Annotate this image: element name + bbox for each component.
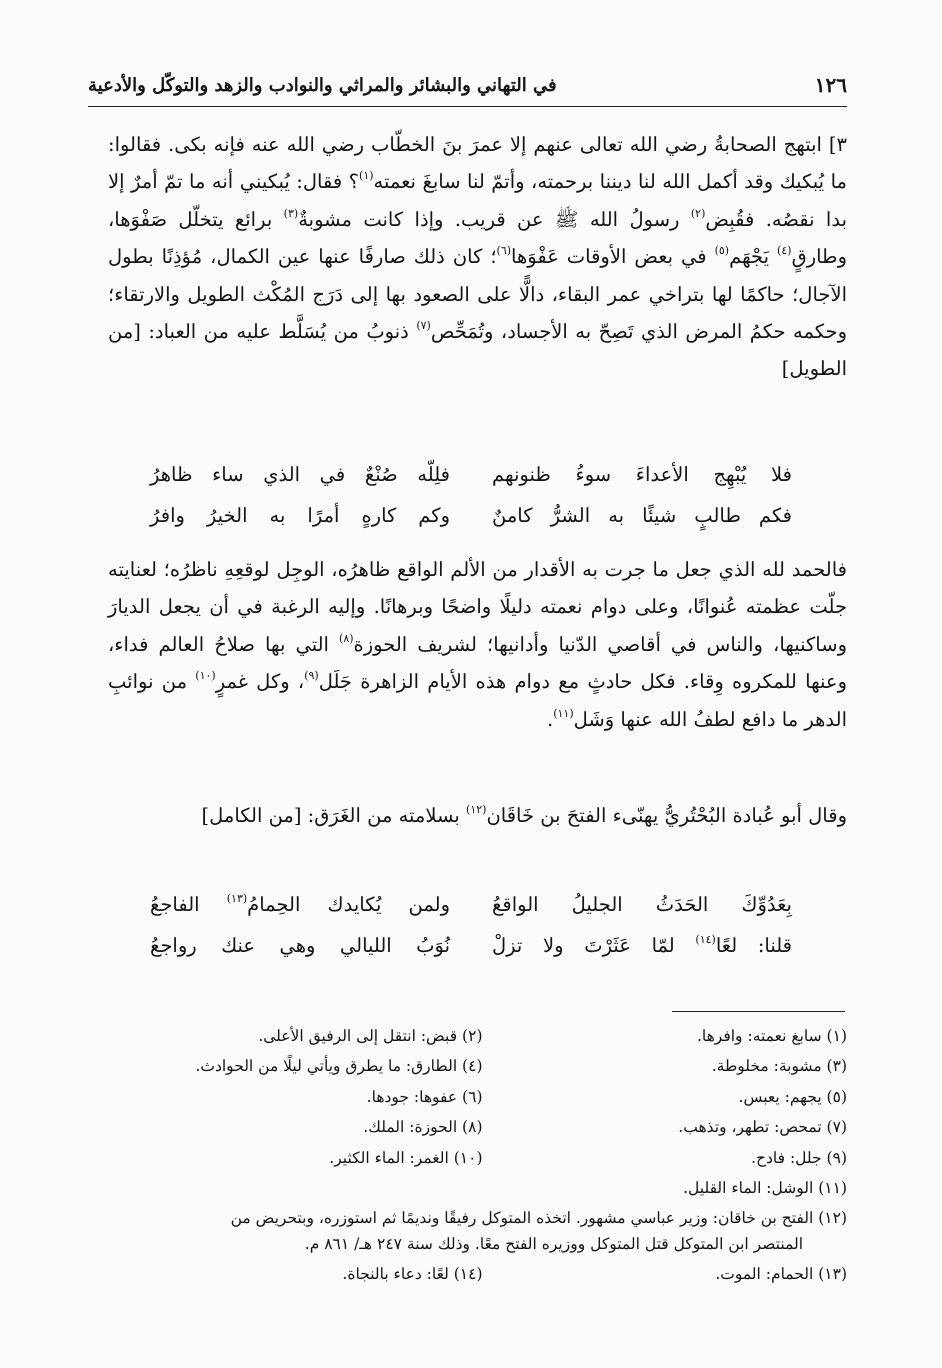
footnote-ref-7: (٧) <box>416 319 431 333</box>
verse-hemistich-left: ولمن يُكايدك الحِمامُ$^{(١٣)}$ الفاجعُ <box>150 892 451 916</box>
footnote-5: (٥) يجهم: يعبس. <box>738 1087 847 1106</box>
footnote-ref-3: (٣) <box>283 206 299 220</box>
verse-hemistich-left: فلِلّه صُنْعٌ في الذي ساء ظاهرُ <box>150 463 450 486</box>
footnote-ref-11: (١١) <box>553 706 574 720</box>
footnote-1: (١) سابغ نعمته: وافرها. <box>696 1027 847 1045</box>
footnote-rule <box>672 1011 845 1012</box>
verse-hemistich-right: قلنا: لعًا$^{(١٤)}$ لمّا عَثَرْتَ ولا تزلْ <box>492 933 792 957</box>
footnote-ref-5: (٥) <box>714 244 730 258</box>
footnote-ref-10: (١٠) <box>195 669 216 683</box>
footnote-ref-14: (١٤) <box>695 933 716 946</box>
verse-line <box>150 454 792 495</box>
footnote-ref-4: (٤) <box>777 244 792 258</box>
footnote-ref-1: (١) <box>359 169 374 183</box>
footnote-7: (٧) تمحص: تطهر، وتذهب. <box>678 1118 847 1137</box>
footnote-8: (٨) الحوزة: الملك. <box>363 1118 483 1137</box>
footnote-13: (١٣) الحمام: الموت. <box>715 1265 847 1284</box>
poem-1 <box>150 454 792 536</box>
paragraph-1: ٣] ابتهج الصحابةُ رضي الله تعالى عنهم إلا عمرَ بنَ الخطّاب رضي الله عنه فإنه بكى. فقالوا: ما يُبكيك وقد أكمل الله لنا ديننا برحمته، وأتمّ لنا سابغَ نعمته$^{(١)}$؟ فقال: يُبكيني أنه ما تمّ أمرٌ إلا بدا نقصُه. فقُبِض$^{(٢)}$ رسولُ الله ﷺ عن قريب. وإذا كانت مشوبةٌ$^{(٣)}$ برائع يتخلّل صَفْوَها، وطارقٍ$^{(٤)}$ يَجْهَم$^{(٥)}$ في بعض الأوقات عَفْوَها$^{(٦)}$؛ كان ذلك صارفًا عنها عين الكمال، مُؤذِنًا بطول الآجال؛ حاكمًا لها بتراخي عمر البقاء، دالًّا على الصعود بها إلى دَرَج المُكْث الطويل والارتقاء؛ وحكمه حكمُ المرض الذي تَصِحّ به الأجساد، وتُمَحِّص$^{(٧)}$ ذنوبُ من يُسَلَّط عليه من العباد: [من الطويل] <box>108 133 847 381</box>
verse-hemistich-right: بِعَدُوِّكَ الحَدَثُ الجليلُ الواقعُ <box>492 893 792 916</box>
footnote-ref-8: (٨) <box>339 631 354 645</box>
footnote-12: (١٢) الفتح بن خاقان: وزير عباسي مشهور. اتخذه المتوكل رفيقًا ونديمًا ثم استوزره، وبتحريض من المنتصر ابن المتوكل قتل المتوكل ووزيره الفتح معًا. وذلك سنة ٢٤٧ هـ/ ٨٦١ م. <box>230 1209 847 1254</box>
footnote-ref-2: (٢) <box>690 206 706 220</box>
footnote-2: (٢) قبض: انتقل إلى الرفيق الأعلى. <box>258 1027 483 1045</box>
footnote-3: (٣) مشوبة: مخلوطة. <box>711 1057 847 1076</box>
verse-line <box>150 884 792 925</box>
verse-hemistich-left: وكم كارهٍ أمرًا به الخيرُ وافرُ <box>150 504 450 527</box>
paragraph-2: فالحمد لله الذي جعل ما جرت به الأقدار من الألم الواقع ظاهرُه، الوجِل لوقعِهِ ناظرُه؛ لعنايته جلّت عظمته عُنوانًا، وعلى دوام نعمته دليلًا واضحًا وبرهانًا. وإليه الرغبة في أن يجعل الديارَ وساكنيها، والناس في أقاصي الدّنيا وأدانيها؛ لشريف الحوزة$^{(٨)}$ التي بها صلاحُ العالم فداء، وعنها للمكروه وِقاء. فكل حادثٍ مع دوام هذه الأيام الزاهرة جَلَل$^{(٩)}$، وكل غمرٍ$^{(١٠)}$ من نوائبِ الدهر ما دافع لطفُ الله عنها وَشَل$^{(١١)}$. <box>108 558 847 731</box>
footnote-ref-6: (٦) <box>496 244 512 258</box>
verse-hemistich-right: فكم طالبٍ شيئًا به الشرُّ كامنٌ <box>492 504 792 527</box>
footnote-14: (١٤) لعًا: دعاء بالنجاة. <box>342 1265 483 1284</box>
paragraph-3: وقال أبو عُبادة البُحْتُريُّ يهنّىء الفتحَ بن خَاقَان$^{(١٢)}$ بسلامته من الغَرَق: [من الكامل] <box>201 803 847 827</box>
verse-hemistich-left: نُوَبُ الليالي وهي عنك رواجعُ <box>150 934 450 957</box>
page-number: ١٢٦ <box>814 73 847 97</box>
footnote-10: (١٠) الغمر: الماء الكثير. <box>329 1148 483 1167</box>
footnote-11: (١١) الوشل: الماء القليل. <box>683 1179 847 1198</box>
verse-line <box>150 925 792 966</box>
verse-hemistich-right: فلا يُبْهِج الأعداءَ سوءُ ظنونهم <box>492 463 792 486</box>
verse-line <box>150 495 792 536</box>
footnote-9: (٩) جلل: فادح. <box>751 1148 847 1167</box>
page-header <box>88 70 847 100</box>
footnote-ref-9: (٩) <box>304 669 319 683</box>
footnote-4: (٤) الطارق: ما يطرق ويأتي ليلًا من الحوادث. <box>195 1057 483 1076</box>
poem-2 <box>150 884 792 966</box>
footnote-ref-13: (١٣) <box>226 892 248 905</box>
footnote-6: (٦) عفوها: جودها. <box>366 1087 483 1106</box>
footnote-ref-12: (١٢) <box>466 803 487 816</box>
running-title: في التهاني والبشائر والمراثي والنوادب والزهد والتوكّل والأدعية <box>88 74 557 96</box>
footnotes <box>118 1021 847 1290</box>
header-rule <box>88 106 847 107</box>
